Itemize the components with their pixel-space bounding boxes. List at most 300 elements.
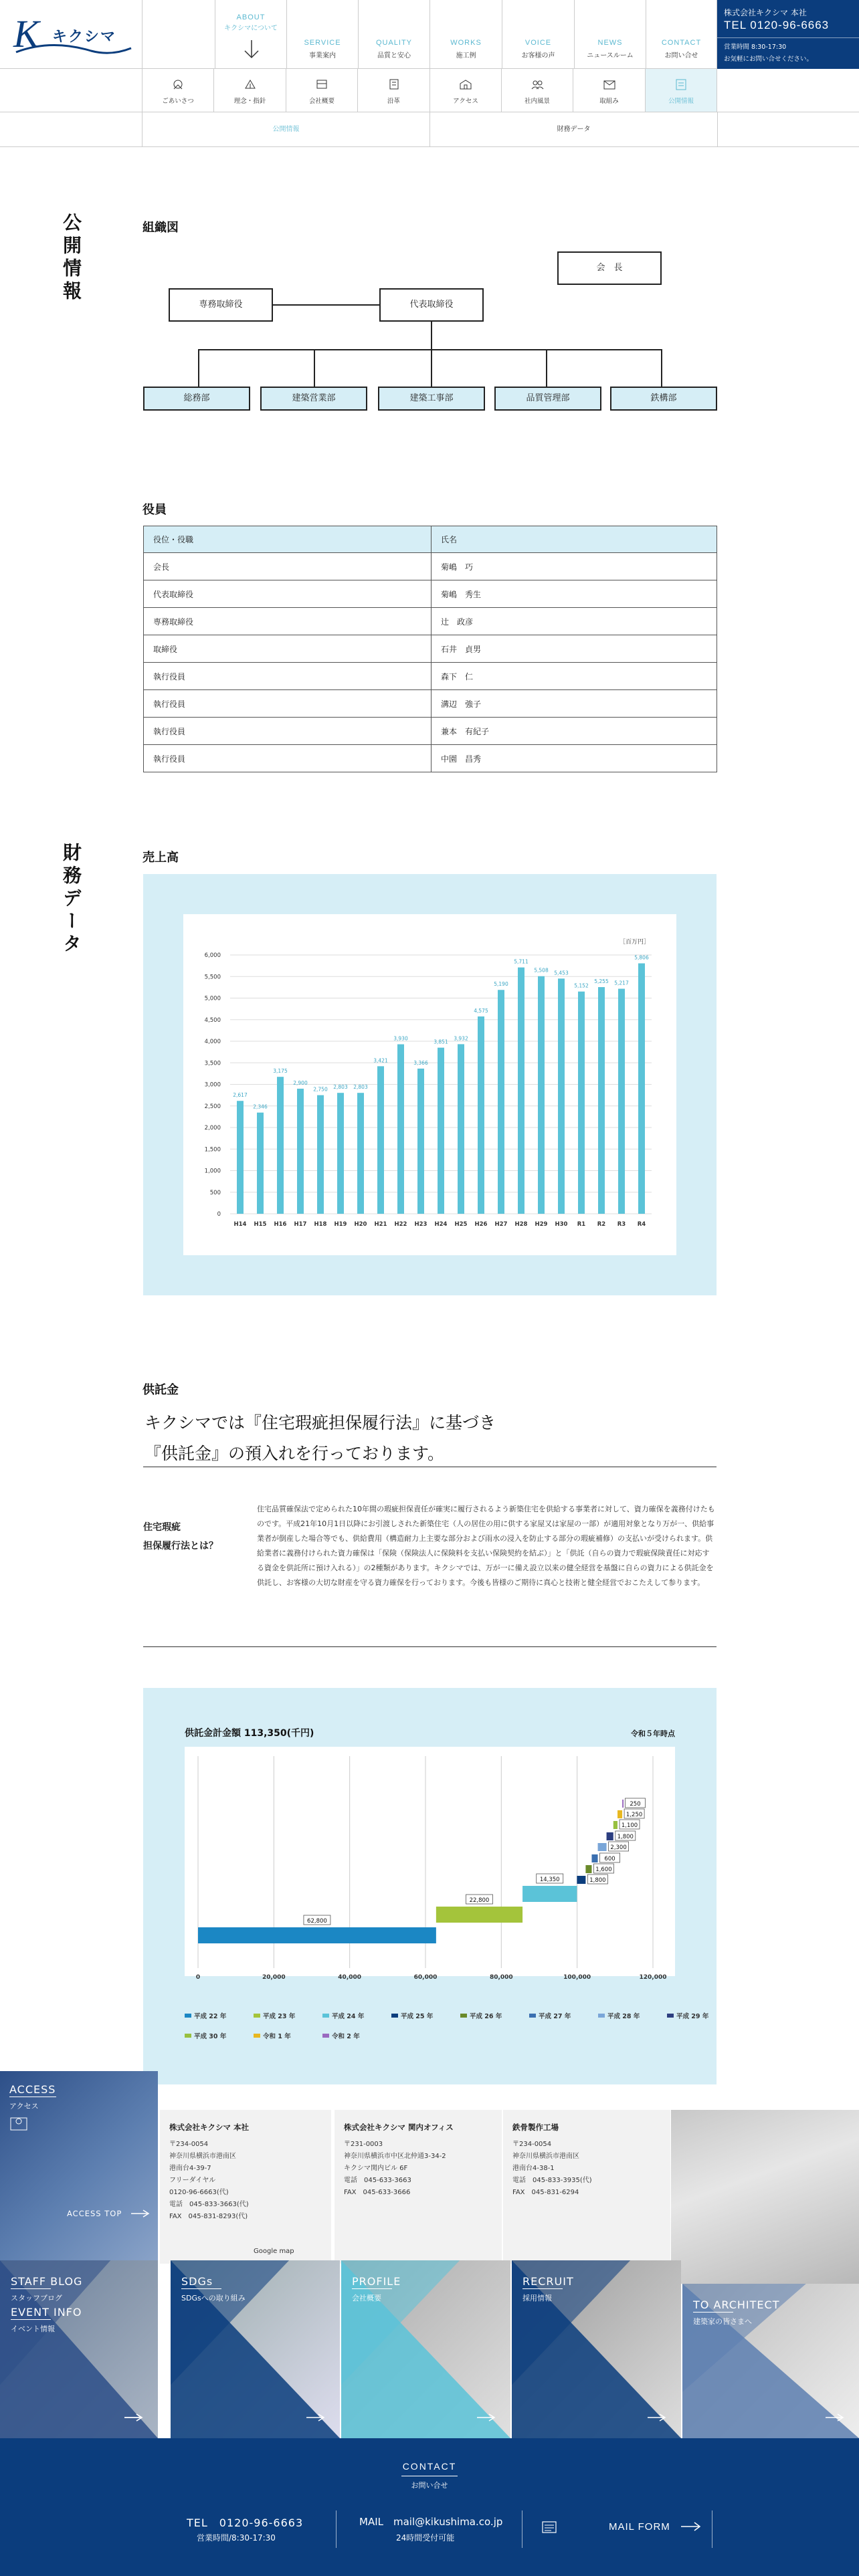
tile-en: STAFF BLOG [11,2275,83,2288]
legend-swatch [322,2014,329,2018]
table-row [144,745,717,772]
office-line: キクシマ関内ビル 6F [344,2165,408,2172]
google-map-link[interactable]: Google map [254,2248,294,2255]
bar [458,1044,464,1214]
sales-chart-panel [143,874,717,1295]
x-tick-label: 80,000 [489,1974,513,1981]
x-tick-label: 20,000 [262,1974,286,1981]
officer-name: 兼本 有紀子 [432,718,717,745]
table-row [144,663,717,690]
x-tick-label: H24 [434,1221,448,1228]
legend-swatch [185,2014,191,2018]
legend-entry: 平成 30 年 [194,2033,227,2040]
nav-news[interactable] [575,0,646,69]
access-tile-ja: アクセス [9,2102,39,2111]
officer-position: 専務取締役 [144,608,432,635]
x-tick-label: H26 [474,1221,488,1228]
x-tick-label: H18 [314,1221,327,1228]
deposit-chart-date-note: 令和５年時点 [631,1729,675,1738]
org-dept-general: 総務部 [143,387,250,411]
office-title: 鉄骨製作工場 [512,2123,559,2132]
x-tick-label: 0 [195,1974,201,1981]
y-tick-label: 3,500 [204,1060,221,1067]
officers-header-name: 氏名 [432,526,717,553]
office-line: 0120-96-6663(代) [169,2189,229,2196]
waterfall-value-label: 2,300 [610,1844,627,1851]
icon-nav-greeting[interactable] [142,69,214,112]
waterfall-bar [617,1810,622,1818]
y-tick-label: 4,000 [204,1039,221,1045]
org-chairman: 会 長 [557,251,662,285]
x-tick-label: H14 [233,1221,247,1228]
arrow-right-icon [131,2209,151,2218]
icon-nav-label: ごあいさつ [162,98,194,105]
waterfall-value-label: 22,800 [469,1897,490,1904]
arrow-right-icon [477,2413,497,2422]
philosophy-icon [244,78,257,90]
nav-about-ja: キクシマについて [224,25,278,32]
office-line: FAX 045-633-3666 [344,2189,411,2196]
nav-voice[interactable] [502,0,575,69]
x-tick-label: H21 [374,1221,387,1228]
tile-en: PROFILE [352,2275,401,2288]
bar [257,1113,264,1214]
bar-value-label: 3,851 [434,1039,448,1045]
tile-recruit[interactable] [512,2260,681,2438]
nav-voice-en: VOICE [524,39,552,47]
icon-nav-initiatives[interactable] [573,69,646,112]
sales-chart-card [183,914,676,1255]
office-line: 港南台4-38-1 [512,2165,555,2172]
officer-name: 石井 貞男 [432,635,717,663]
bar-value-label: 5,453 [554,970,569,976]
table-row [144,553,717,580]
icon-nav-label: 理念・指針 [233,98,266,105]
legend-swatch [460,2014,467,2018]
y-tick-label: 3,000 [204,1081,221,1089]
bar-value-label: 4,575 [474,1007,488,1014]
icon-nav-office-scene[interactable] [502,69,573,112]
waterfall-bar [198,1927,436,1943]
legend-entry: 平成 29 年 [676,2013,709,2020]
nav-contact[interactable] [646,0,717,69]
deposit-waterfall-chart [143,1688,717,2084]
officers-header-row [144,526,717,553]
nav-works[interactable] [430,0,502,69]
waterfall-bar [613,1821,617,1829]
finance-vertical-title: 財務データ [60,843,82,956]
deposit-lead-1: キクシマでは『住宅瑕疵担保履行法』に基づき [145,1413,496,1432]
nav-contact-ja: お問い合せ [664,52,698,60]
x-tick-label: H29 [535,1221,548,1228]
office-card [160,2110,331,2264]
bar-value-label: 2,900 [293,1079,308,1086]
officer-position: 会長 [144,553,432,580]
access-icon [459,78,472,90]
bar-value-label: 5,190 [494,981,508,988]
waterfall-bar [598,1843,607,1851]
nav-about[interactable] [215,0,287,69]
nav-news-ja: ニュースルーム [587,52,634,60]
nav-quality[interactable] [359,0,430,69]
y-tick-label: 2,500 [204,1103,221,1110]
office-line: 神奈川県横浜市港南区 [169,2153,236,2160]
x-tick-label: R4 [637,1221,646,1228]
legend-entry: 平成 26 年 [470,2013,502,2020]
office-line: フリーダイヤル [169,2177,216,2184]
x-tick-label: H27 [494,1221,508,1228]
icon-nav-label: 沿革 [387,98,400,105]
x-tick-label: 40,000 [338,1974,362,1981]
bar [317,1095,324,1214]
legend-swatch [254,2034,260,2038]
bar [438,1048,444,1214]
legend-swatch [667,2014,674,2018]
icon-nav-overview[interactable] [286,69,358,112]
office-card [335,2110,502,2264]
office-line: 電話 045-833-3663(代) [169,2201,249,2208]
icon-nav-label: 会社概要 [308,98,335,105]
office-line: 神奈川県横浜市港南区 [512,2153,579,2160]
company-name: 株式会社キクシマ 本社 [724,8,807,17]
bar [337,1093,344,1214]
x-tick-label: H30 [555,1221,568,1228]
x-tick-label: H20 [354,1221,367,1228]
bar-value-label: 5,711 [514,958,529,965]
legend-entry: 令和 1 年 [263,2033,291,2040]
office-line: FAX 045-831-8293(代) [169,2213,248,2220]
legend-entry: 令和 2 年 [332,2033,360,2040]
bar [277,1077,284,1214]
waterfall-bar [436,1907,522,1923]
nav-works-ja: 施工例 [456,52,476,60]
table-row [144,690,717,718]
bar [237,1101,244,1214]
public-info-vertical-title: 公開情報 [60,213,82,304]
bar [357,1093,364,1214]
bar-value-label: 3,175 [273,1068,288,1075]
legend-swatch [322,2034,329,2038]
law-text: 住宅品質確保法で定められた10年間の瑕疵担保責任が確実に履行されるよう新築住宅を供給する事業者に対して、資力確保を義務付けたものです。平成21年10月1日以降にお引渡しされた新築住宅（人の居住の用に供する家屋又は家屋の一部）が適用対象となり万が一、供給事業者が倒産した場合等でも、供給費用（構造耐力上主要な部分および雨水の浸入を防止する部分の瑕疵補修）の支払いが受けられます。供給業者に義務付けられた資力確保は「保険（保険法人に保険料を支払い保険契約を結ぶ）」と「供託（自らの資力で瑕疵保険責任に対応する資金を供託所に預け入れる）」の2種類があります。キクシマでは、万が一に備え設立以来の健全経営を基盤に自らの資力による供託金を供託し、お客様の大切な財産を守る資力確保を行っております。今後も皆様のご期待に真心と技術と健全経営でおこたえして参ります。 [257,1505,715,1587]
y-tick-label: 5,500 [204,974,221,981]
bar [297,1089,304,1214]
org-director: 専務取締役 [169,288,273,322]
arrow-right-icon [124,2413,145,2422]
org-dept-sales: 建築営業部 [260,387,367,411]
officer-name: 中園 昌秀 [432,745,717,772]
x-tick-label: 60,000 [413,1974,438,1981]
company-hours: 営業時間 8:30-17:30 [724,43,787,51]
y-tick-label: 2,000 [204,1125,221,1132]
bar-value-label: 5,508 [534,967,549,974]
bar [397,1045,404,1214]
legend-entry: 平成 22 年 [194,2013,227,2020]
bar [618,989,625,1214]
officer-name: 菊嶋 巧 [432,553,717,580]
icon-nav-public-info[interactable] [646,69,717,112]
table-row [144,608,717,635]
officer-position: 執行役員 [144,663,432,690]
waterfall-value-label: 62,800 [307,1918,327,1925]
office-line: FAX 045-831-6294 [512,2189,579,2196]
waterfall-bar [607,1832,613,1840]
bar [558,978,565,1214]
footer-tel[interactable]: TEL 0120-96-6663 [187,2516,304,2529]
waterfall-bar [622,1800,624,1808]
company-note: お気軽にお問い合せください。 [724,56,814,63]
y-tick-label: 4,500 [204,1016,221,1024]
access-top-link[interactable]: ACCESS TOP [67,2209,122,2218]
officer-name: 辻 政彦 [432,608,717,635]
tile-ja: 採用情報 [522,2294,552,2302]
nav-service-ja: 事業案内 [309,52,336,60]
mail-form-arrow-icon [681,2520,702,2533]
officer-name: 溝辺 強子 [432,690,717,718]
officers-header-position: 役位・役職 [144,526,432,553]
y-tick-label: 1,500 [204,1146,221,1154]
x-tick-label: R1 [577,1221,586,1228]
org-dept-construction: 建築工事部 [378,387,485,411]
legend-swatch [185,2034,191,2038]
bar-value-label: 2,803 [353,1084,368,1091]
nav-quality-en: QUALITY [375,39,413,47]
y-tick-label: 1,000 [204,1168,221,1175]
waterfall-value-label: 1,800 [589,1877,606,1884]
waterfall-value-label: 1,100 [621,1822,638,1829]
office-card [503,2110,670,2264]
tile-sdgs[interactable] [171,2260,340,2438]
access-tile-en: ACCESS [9,2083,56,2096]
subtab-public-info[interactable]: 公開情報 [142,112,430,147]
tile-event-info[interactable] [0,2300,158,2438]
waterfall-value-label: 14,350 [539,1876,560,1883]
sales-heading: 売上高 [142,851,179,865]
bar [478,1016,484,1214]
x-tick-label: R2 [597,1221,606,1228]
x-tick-label: H16 [274,1221,287,1228]
icon-nav-label: 公開情報 [668,98,694,105]
bar-value-label: 2,750 [313,1086,328,1093]
logo-letter: K [13,12,39,56]
waterfall-bar [585,1865,591,1873]
history-icon [387,78,401,90]
office-line: 〒231-0003 [344,2141,383,2148]
arrow-down-icon [238,39,265,62]
office-scene-icon [531,78,544,90]
sales-bar-chart [183,914,676,1255]
icon-nav-label: アクセス [453,98,478,105]
icon-nav-access[interactable] [430,69,502,112]
x-tick-label: H15 [254,1221,267,1228]
bar [518,968,524,1214]
law-title-2: 担保履行法とは？ [143,1541,218,1551]
nav-quality-ja: 品質と安心 [377,52,411,60]
org-president: 代表取締役 [379,288,484,322]
y-tick-label: 0 [217,1211,221,1218]
bar-value-label: 2,617 [233,1092,248,1099]
bar [377,1066,384,1214]
tile-ja: 会社概要 [352,2294,381,2302]
bar [638,964,645,1214]
company-info-box[interactable] [717,0,859,69]
arrow-right-icon [306,2413,326,2422]
tile-en: TO ARCHITECT [693,2298,780,2311]
initiatives-icon [603,78,616,90]
footer-contact-en[interactable]: CONTACT [402,2461,457,2472]
mail-form-link[interactable]: MAIL FORM [609,2521,670,2533]
tile-en: RECRUIT [522,2275,574,2288]
x-tick-label: H19 [334,1221,347,1228]
arrow-right-icon [648,2413,668,2422]
tile-to-architect[interactable] [682,2284,859,2438]
x-tick-label: R3 [617,1221,626,1228]
tile-ja: スタッフブログ [11,2294,62,2302]
office-line: 港南台4-39-7 [169,2165,211,2172]
tile-profile[interactable] [341,2260,510,2438]
office-line: 電話 045-633-3663 [344,2177,411,2184]
office-line: 神奈川県横浜市中区北仲通3-34-2 [344,2153,446,2160]
bar [578,992,585,1214]
table-row [144,580,717,608]
x-tick-label: 120,000 [639,1974,667,1981]
arrow-right-icon [826,2413,846,2422]
tile-en: EVENT INFO [11,2306,82,2319]
nav-voice-ja: お客様の声 [521,52,555,60]
office-line: 〒234-0054 [169,2141,209,2148]
legend-swatch [254,2014,260,2018]
nav-service[interactable] [287,0,359,69]
law-title-1: 住宅瑕疵 [143,1522,181,1533]
nav-contact-en: CONTACT [661,39,702,47]
waterfall-value-label: 1,600 [595,1866,612,1873]
legend-entry: 平成 24 年 [332,2013,365,2020]
legend-entry: 平成 27 年 [539,2013,571,2020]
bar-value-label: 5,255 [594,978,609,985]
deposit-lead-2: 『供託金』の預入れを行っております。 [145,1444,445,1463]
office-line: 電話 045-833-3935(代) [512,2177,592,2184]
officer-position: 取締役 [144,635,432,663]
legend-swatch [598,2014,605,2018]
deposit-chart-title: 供託金計金額 113,350(千円) [185,1728,314,1739]
x-tick-label: H28 [514,1221,528,1228]
bar [538,976,545,1214]
tile-ja: 建築家の皆さまへ [693,2317,752,2326]
legend-swatch [391,2014,398,2018]
officer-position: 執行役員 [144,745,432,772]
office-title: 株式会社キクシマ 関内オフィス [344,2123,454,2132]
waterfall-value-label: 1,800 [617,1834,634,1840]
bar [598,987,605,1214]
greeting-icon [171,78,185,90]
waterfall-bar [591,1854,597,1862]
office-line: 〒234-0054 [512,2141,552,2148]
logo-text: キクシマ [52,29,117,45]
bar-value-label: 2,346 [253,1103,268,1110]
tile-en: SDGs [181,2275,213,2288]
footer-tel-hours: 営業時間/8:30-17:30 [197,2533,276,2543]
bar-value-label: 3,421 [373,1057,388,1064]
footer-contact-bar [0,2438,859,2576]
officer-position: 執行役員 [144,718,432,745]
bar-value-label: 5,806 [634,954,649,961]
deposit-heading: 供託金 [142,1383,179,1397]
officer-name: 森下 仁 [432,663,717,690]
office-title: 株式会社キクシマ 本社 [169,2123,250,2132]
icon-nav-philosophy[interactable] [214,69,286,112]
officer-position: 代表取締役 [144,580,432,608]
bar-value-label: 3,366 [413,1059,428,1066]
org-dept-steel: 鉄構部 [610,387,717,411]
footer-contact-ja: お問い合せ [411,2481,448,2490]
y-tick-label: 5,000 [204,995,221,1002]
icon-nav-label: 取組み [599,98,619,105]
x-tick-label: H25 [454,1221,468,1228]
icon-nav-history[interactable] [358,69,430,112]
bar-value-label: 3,930 [393,1035,408,1042]
table-row [144,718,717,745]
waterfall-bar [577,1876,585,1884]
footer-mail[interactable]: MAIL mail@kikushima.co.jp [359,2516,503,2528]
nav-works-en: WORKS [450,39,482,47]
bar-value-label: 5,152 [574,982,589,989]
icon-nav-label: 社内風景 [524,98,550,105]
waterfall-value-label: 250 [630,1801,641,1808]
x-tick-label: H17 [294,1221,307,1228]
x-tick-label: H23 [414,1221,427,1228]
architect-photo [671,2110,859,2284]
table-row [144,635,717,663]
logo-area[interactable] [0,0,142,69]
officer-name: 菊嶋 秀生 [432,580,717,608]
legend-entry: 平成 25 年 [401,2013,434,2020]
bar-value-label: 2,803 [333,1084,348,1091]
tile-ja: イベント情報 [11,2325,55,2333]
y-tick-label: 500 [209,1189,221,1196]
nav-service-en: SERVICE [304,39,341,47]
legend-entry: 平成 23 年 [263,2013,296,2020]
bar [498,990,504,1214]
public-info-icon [674,78,688,90]
deposit-chart-panel [143,1688,717,2084]
waterfall-bar [522,1886,577,1902]
org-dept-quality: 品質管理部 [494,387,601,411]
mail-form-icon [542,2521,557,2533]
officers-heading: 役員 [142,503,167,517]
overview-icon [315,78,328,90]
legend-entry: 平成 28 年 [607,2013,640,2020]
y-tick-label: 6,000 [204,952,221,959]
org-chart-heading: 組織図 [142,221,179,235]
bar-value-label: 3,932 [454,1035,468,1042]
nav-news-en: NEWS [597,39,623,47]
officers-table [143,526,717,772]
waterfall-value-label: 1,250 [626,1812,643,1818]
law-title [143,1518,218,1555]
map-icon [9,2114,29,2131]
x-tick-label: H22 [394,1221,407,1228]
tile-ja: SDGsへの取り組み [181,2294,246,2302]
company-tel[interactable]: TEL 0120-96-6663 [724,19,830,31]
footer-mail-note: 24時間受付可能 [396,2533,455,2543]
chart-unit-label: ［百万円］ [619,939,650,946]
nav-about-en: ABOUT [236,13,266,21]
legend-swatch [529,2014,536,2018]
access-tile[interactable] [0,2071,158,2260]
officer-position: 執行役員 [144,690,432,718]
subtab-finance[interactable]: 財務データ [430,112,717,147]
x-tick-label: 100,000 [563,1974,591,1981]
waterfall-value-label: 600 [604,1856,615,1862]
